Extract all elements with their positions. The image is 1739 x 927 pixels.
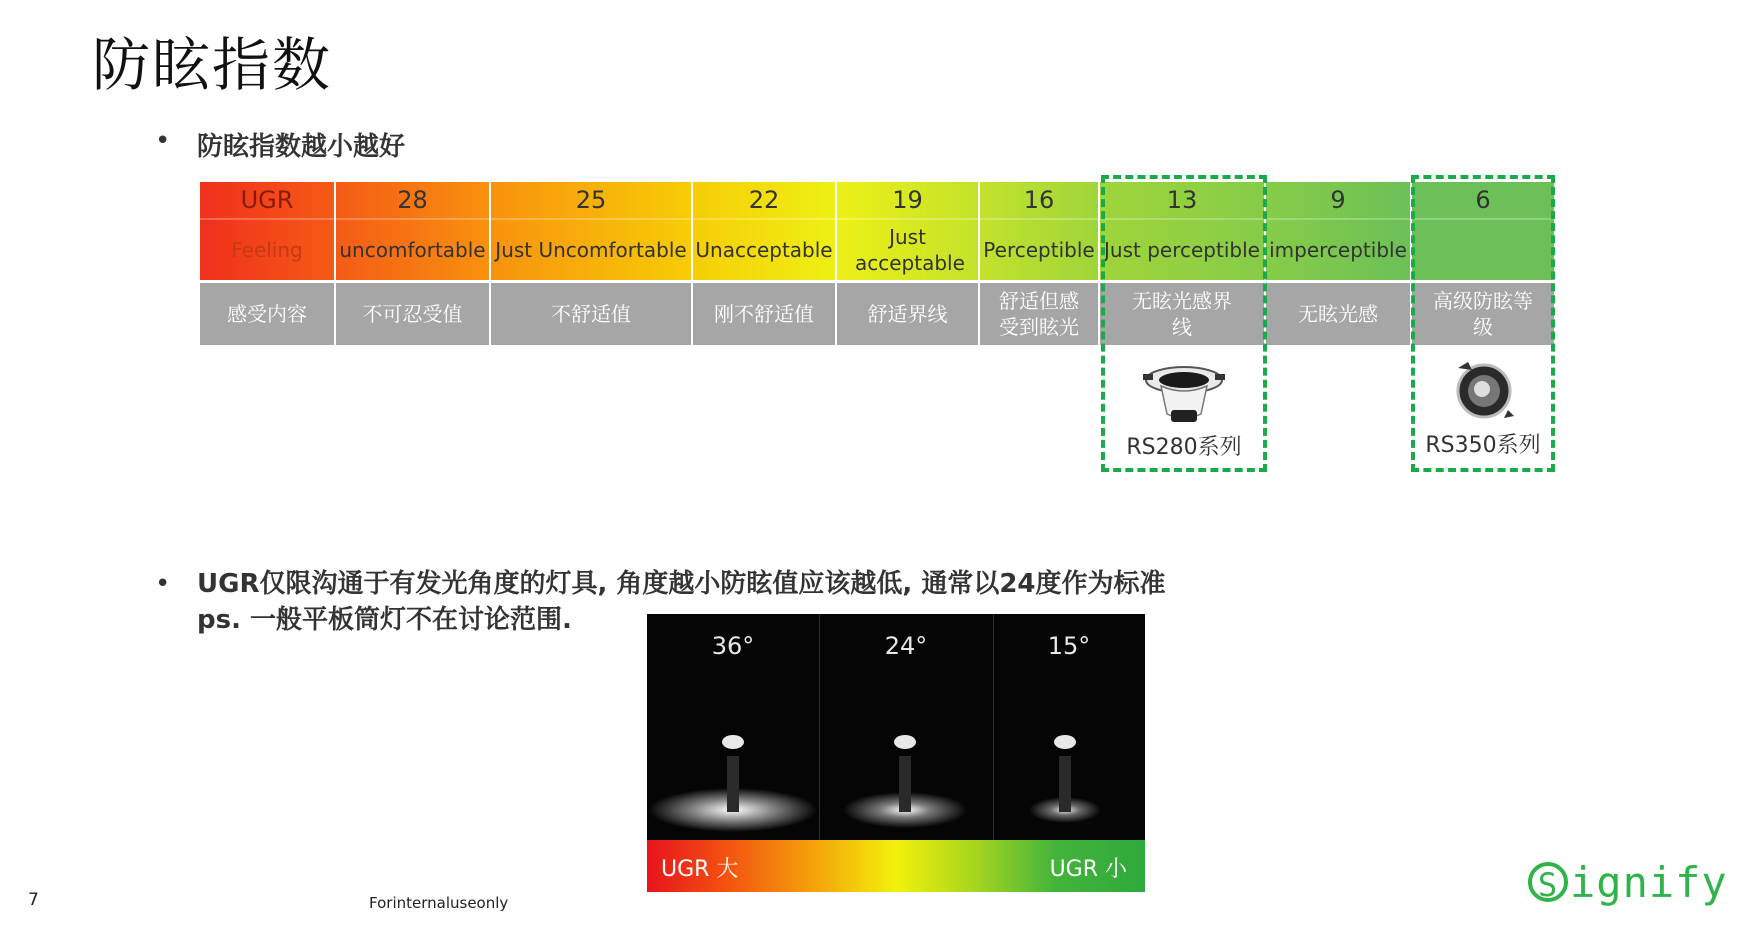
beam-angle-label: 36° [711,632,755,660]
beam-angle-label: 24° [884,632,928,660]
logo-text: ignify [1570,858,1728,907]
product-label: RS280系列 [1126,435,1242,460]
zh-cell: 无眩光感界线 [1099,282,1265,346]
ugr-value-9: 9 [1265,182,1411,219]
slide-title: 防眩指数 [92,31,333,99]
feeling-cell: Perceptible [979,219,1099,282]
beam-panel-15 [993,614,1145,840]
downlight-black-icon [1448,354,1518,424]
ugr-value-22: 22 [692,182,836,219]
zh-cell: 舒适界线 [836,282,979,346]
feeling-cell: Just perceptible [1099,219,1265,282]
ugr-value-19: 19 [836,182,979,219]
product-label: RS350系列 [1425,433,1541,458]
feeling-cell: uncomfortable [335,219,490,282]
zh-cell: 无眩光感 [1265,282,1411,346]
ugr-value-13: 13 [1099,182,1265,219]
ugr-small-label: UGR 小 [1049,857,1127,882]
zh-cell: 舒适但感受到眩光 [979,282,1099,346]
downlight-white-icon [1141,360,1227,426]
bullet-two-line2: ps. 一般平板筒灯不在讨论范围. [197,605,572,635]
bullet-two-line1: UGR仅限沟通于有发光角度的灯具, 角度越小防眩值应该越低, 通常以24度作为标准 [197,569,1166,599]
zh-cell: 刚不舒适值 [692,282,836,346]
ugr-value-28: 28 [335,182,490,219]
ugr-value-6: 6 [1411,182,1555,219]
signify-logo [1528,858,1728,907]
ugr-large-label: UGR 大 [661,857,739,882]
feeling-header-cell: Feeling [200,219,335,282]
page-number: 7 [28,890,39,910]
bullet-one [155,126,406,163]
ugr-value-25: 25 [490,182,692,219]
beam-panel-36 [647,614,819,840]
bullet-dot: • [155,126,171,156]
zh-header-cell: 感受内容 [200,282,335,346]
ugr-chinese-row [200,282,1555,346]
zh-cell: 高级防眩等级 [1411,282,1555,346]
product-rs280 [1101,360,1267,461]
internal-use-note: Forinternaluseonly [369,894,509,912]
feeling-cell: imperceptible [1265,219,1411,282]
beam-angle-image [647,614,1145,892]
ugr-feeling-row [200,219,1555,282]
zh-cell: 不舒适值 [490,282,692,346]
ugr-gradient-bar [647,840,1145,892]
feeling-cell: Just Uncomfortable [490,219,692,282]
ugr-table [200,182,1556,345]
zh-cell: 不可忍受值 [335,282,490,346]
ugr-header-cell: UGR [200,182,335,219]
bullet-one-text: 防眩指数越小越好 [197,132,406,162]
ugr-value-row [200,182,1555,219]
product-rs350 [1411,354,1555,459]
bullet-dot: • [155,569,171,599]
logo-s-mark: S [1528,862,1568,902]
ugr-value-16: 16 [979,182,1099,219]
beam-angle-label: 15° [1047,632,1091,660]
beam-panel-24 [819,614,993,840]
feeling-cell: Unacceptable [692,219,836,282]
feeling-cell: Just acceptable [836,219,979,282]
